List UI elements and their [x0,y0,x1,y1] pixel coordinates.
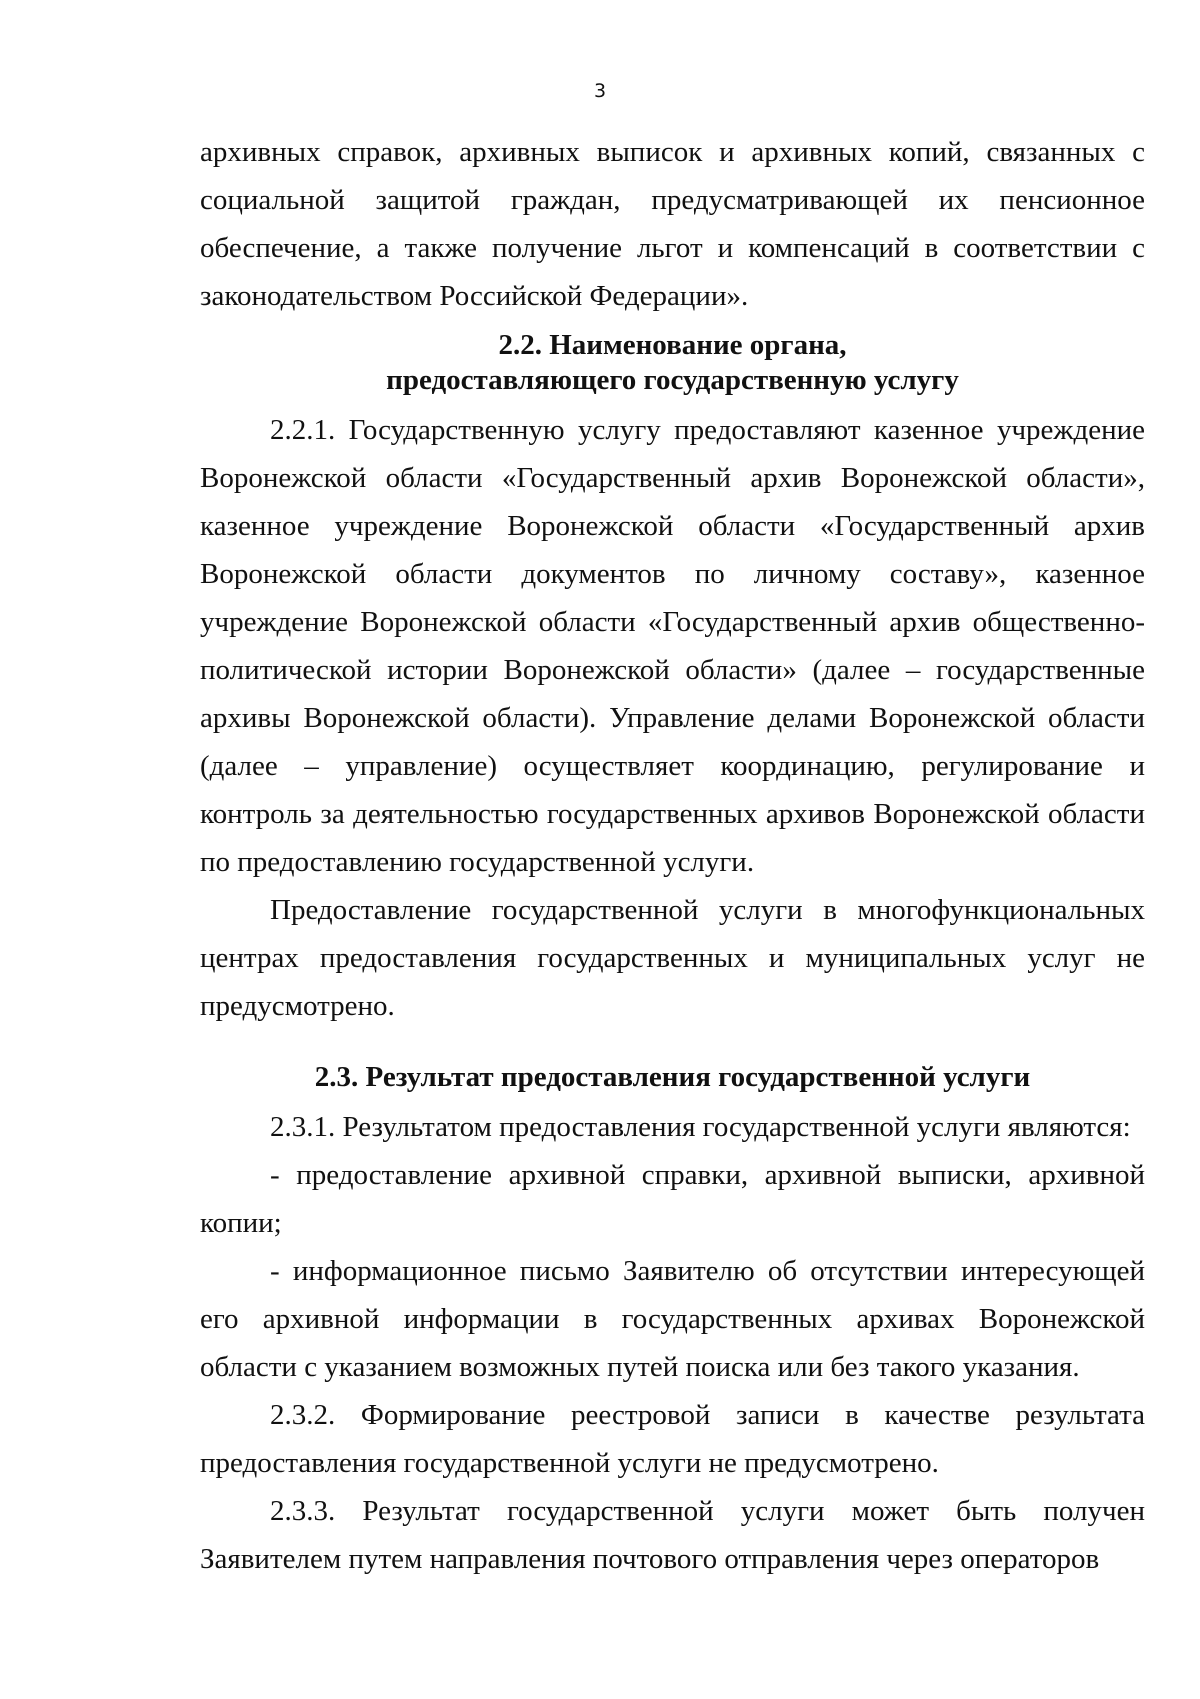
paragraph-2-3-1: 2.3.1. Результатом предоставления государственной услуги являются: [270,1111,1131,1143]
paragraph-continuation: архивных справок, архивных выписок и архивных копий, связанных с социальной защитой граждан, предусматривающей их пенсионное обеспечение, а также получение льгот и компенсаций в соответствии с законодательством Российской Федерации». [200,136,1145,312]
paragraph-2-3-2: 2.3.2. Формирование реестровой записи в качестве результата предоставления государственной услуги не предусмотрено. [200,1399,1145,1479]
section-heading-2-3: 2.3. Результат предоставления государственной услуги [314,1061,1031,1093]
paragraph-2-3-3: 2.3.3. Результат государственной услуги может быть получен Заявителем путем направления почтового отправления через операторов [200,1495,1145,1575]
paragraph-mfc: Предоставление государственной услуги в многофункциональных центрах предоставления государственных и муниципальных услуг не предусмотрено. [200,894,1145,1022]
paragraph-2-2-1: 2.2.1. Государственную услугу предоставляют казенное учреждение Воронежской области «Государственный архив Воронежской области», казенное учреждение Воронежской области «Государственный архив Воронежской области документов по личному составу», казенное учреждение Воронежской области «Государственный архив общественно-политической истории Воронежской области» (далее – государственные архивы Воронежской области). Управление делами Воронежской области (далее – управление) осуществляет координацию, регулирование и контроль за деятельностью государственных архивов Воронежской области по предоставлению государственной услуги. [200,414,1145,878]
section-heading-2-2-line2: предоставляющего государственную услугу [386,364,959,396]
section-heading-2-2-line1: 2.2. Наименование органа, [498,329,847,361]
document-body [200,128,1145,1583]
paragraph-2-3-1-item-b: - информационное письмо Заявителю об отсутствии интересующей его архивной информации в государственных архивах Воронежской области с указанием возможных путей поиска или без такого указания. [200,1255,1145,1383]
paragraph-2-3-1-item-a: - предоставление архивной справки, архивной выписки, архивной копии; [200,1159,1145,1239]
page-number: 3 [593,80,607,102]
